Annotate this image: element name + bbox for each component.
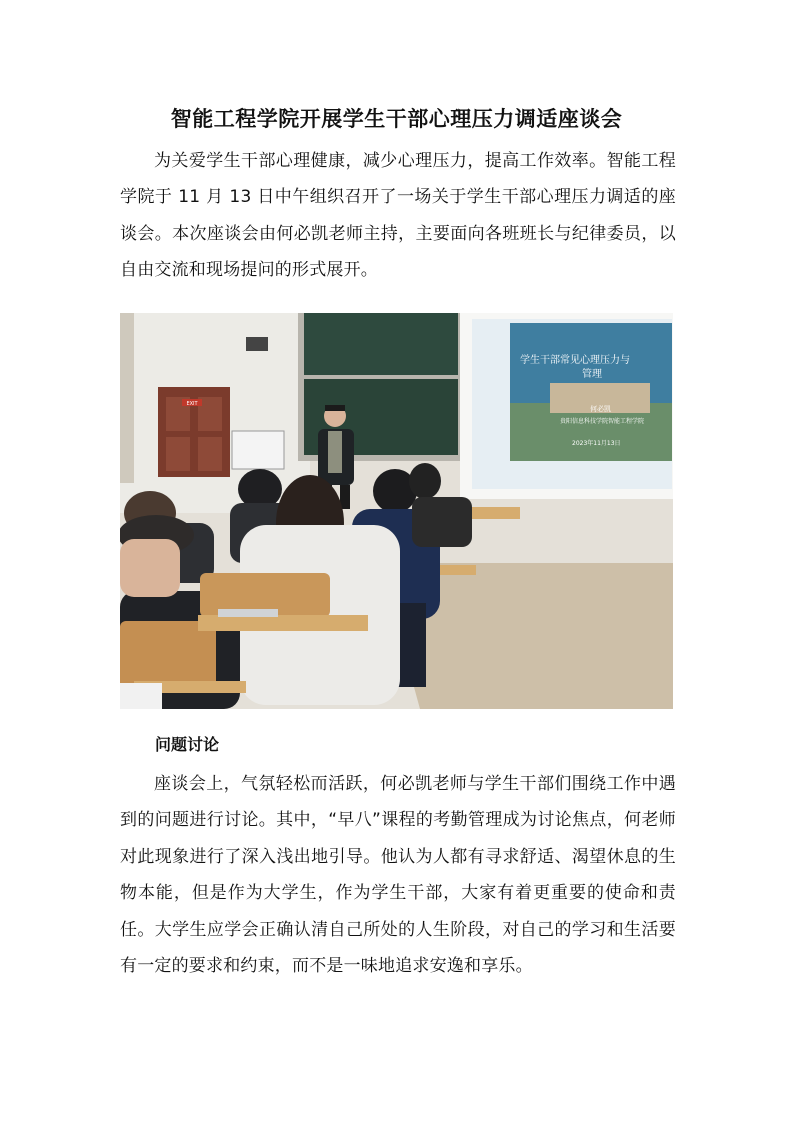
slide-date: 2023年11月13日 bbox=[572, 440, 621, 447]
document-title: 智能工程学院开展学生干部心理压力调适座谈会 bbox=[170, 107, 623, 131]
slide-title-line1: 学生干部常见心理压力与 bbox=[520, 355, 630, 366]
seminar-photo bbox=[120, 313, 673, 709]
intro-paragraph: 为关爱学生干部心理健康，减少心理压力，提高工作效率。智能工程学院于 11 月 13 日中午组织召开了一场关于学生干部心理压力调适的座谈会。本次座谈会由何必凯老师主持，主要面向各班班长与纪律委员，以自由交流和现场提问的形式展开。 bbox=[120, 151, 676, 281]
slide-title-line2: 管理 bbox=[582, 369, 602, 380]
wall-speaker bbox=[246, 337, 268, 351]
slide-presenter: 何必凯 bbox=[590, 405, 611, 413]
discussion-paragraph: 座谈会上，气氛轻松而活跃，何必凯老师与学生干部们围绕工作中遇到的问题进行讨论。其中，“早八”课程的考勤管理成为讨论焦点，何老师对此现象进行了深入浅出地引导。他认为人都有寻求舒适、渴望休息的生物本能，但是作为大学生，作为学生干部，大家有着更重要的使命和责任。大学生应学会正确认清自己所处的人生阶段，对自己的学习和生活要有一定的要求和约束，而不是一味地追求安逸和享乐。 bbox=[120, 774, 676, 977]
slide-institution: 贵阳信息科技学院智能工程学院 bbox=[560, 418, 645, 425]
projector-screen bbox=[460, 313, 673, 499]
section-heading: 问题讨论 bbox=[155, 735, 220, 754]
classroom-door bbox=[158, 387, 230, 477]
exit-sign: EXIT bbox=[186, 401, 198, 407]
